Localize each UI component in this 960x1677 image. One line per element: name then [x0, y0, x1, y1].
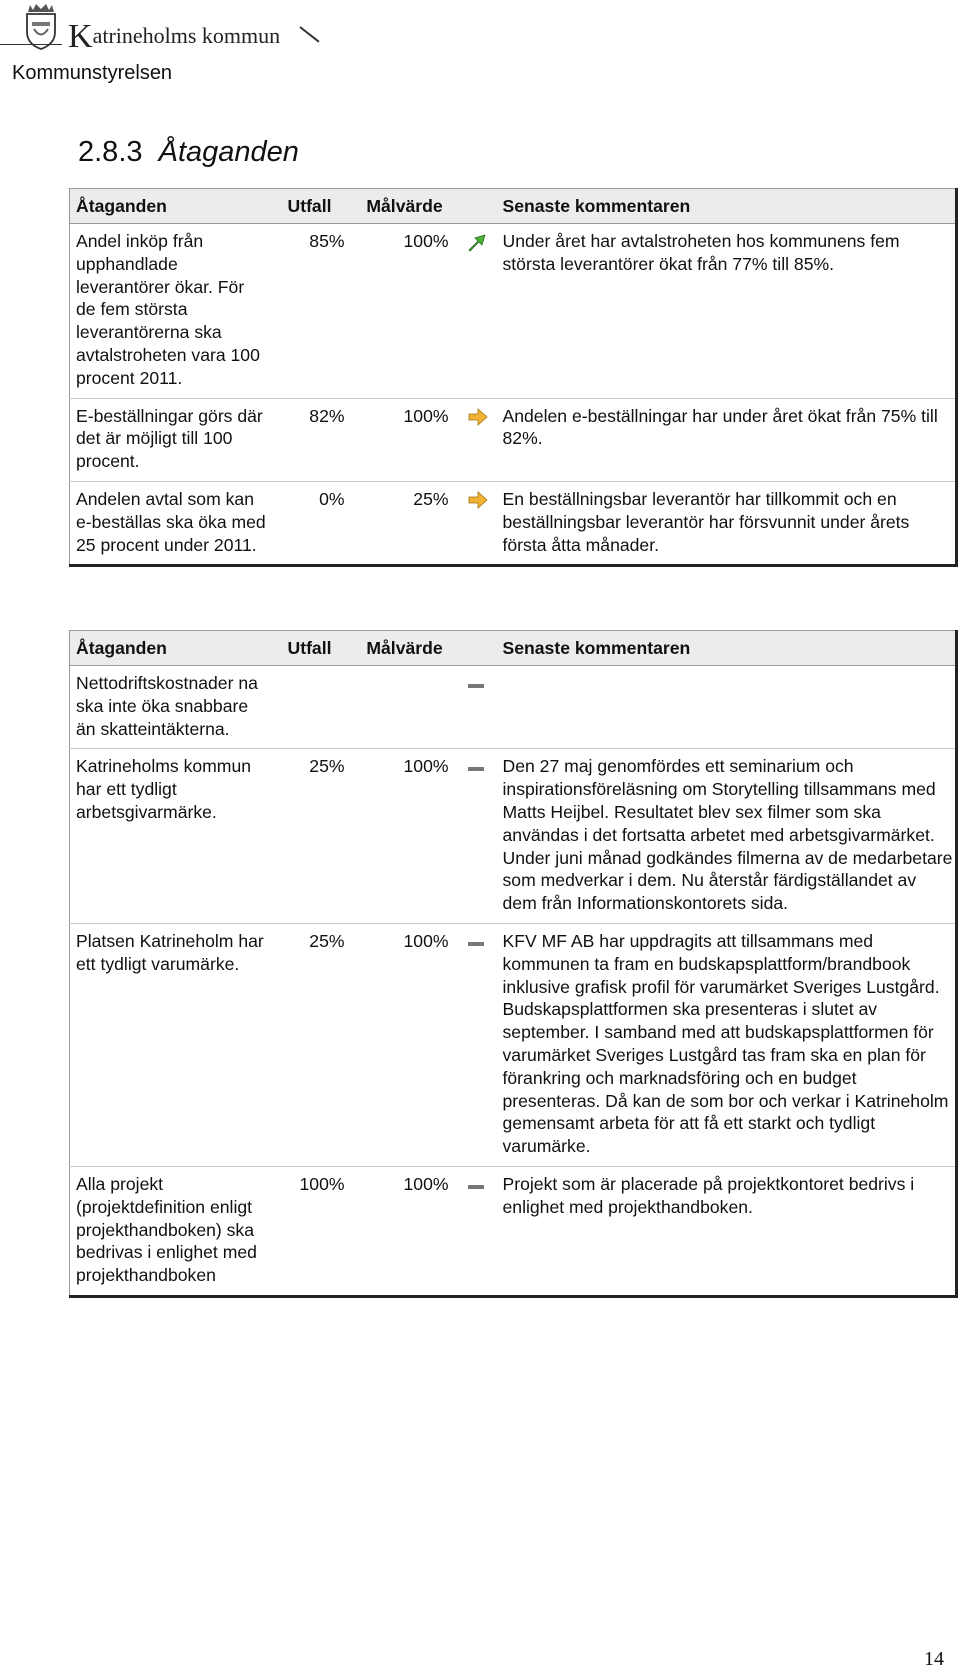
outcome-cell: 85% — [267, 224, 353, 399]
header-comment: Senaste kommentaren — [497, 189, 957, 224]
table-row — [70, 398, 957, 481]
trend-cell — [457, 1166, 497, 1296]
header-outcome: Utfall — [267, 189, 353, 224]
target-cell: 100% — [353, 1166, 457, 1296]
target-cell: 100% — [353, 398, 457, 481]
trend-cell — [457, 923, 497, 1166]
comment-cell: Andelen e-beställningar har under året ökat från 75% till 82%. — [497, 398, 957, 481]
trend-cell — [457, 398, 497, 481]
header-trend — [457, 189, 497, 224]
organization-name-rest: atrineholms kommun — [92, 23, 281, 48]
outcome-cell: 82% — [267, 398, 353, 481]
table-row — [70, 666, 957, 749]
target-cell — [353, 666, 457, 749]
table-row — [70, 1166, 957, 1296]
header-target: Målvärde — [353, 189, 457, 224]
commitment-cell: Alla projekt (projektdefinition enligt projekthandboken) ska bedrivas i enlighet med projekthandboken — [70, 1166, 267, 1296]
comment-cell: Under året har avtalstroheten hos kommunens fem största leverantörer ökat från 77% till 85%. — [497, 224, 957, 399]
comment-cell: KFV MF AB har uppdragits att tillsammans med kommunen ta fram en budskapsplattform/brandbook inklusive grafisk profil för varumärket Sveriges Lustgård. Budskapsplattformen ska presenteras i slutet av september. I samband med att budskapsplattformen för varumärket Sveriges Lustgård tas fram ska en plan för förankring och marknadsföring och en budget presenteras. Då kan de som bor och verkar i Katrineholm gemensamt arbeta för att få ett starkt och tydligt varumärke. — [497, 923, 957, 1166]
commitments-table-1 — [69, 188, 958, 567]
page-number: 14 — [924, 1648, 944, 1670]
commitment-cell: Andelen avtal som kan e-beställas ska öka med 25 procent under 2011. — [70, 481, 267, 565]
commitment-cell: Katrineholms kommun har ett tydligt arbetsgivarmärke. — [70, 749, 267, 924]
commitment-cell: Andel inköp från upphandlade leverantörer ökar. För de fem största leverantörerna ska avtalstroheten vara 100 procent 2011. — [70, 224, 267, 399]
header-target: Målvärde — [353, 631, 457, 666]
trend-arrow-right-icon — [467, 494, 489, 514]
table-body — [70, 666, 957, 1297]
trend-arrow-right-icon — [467, 411, 489, 431]
trend-cell — [457, 666, 497, 749]
commitments-table-2 — [69, 630, 958, 1298]
header-rule-left — [0, 44, 62, 45]
table-body — [70, 224, 957, 566]
trend-dash-icon — [467, 933, 485, 953]
target-cell: 25% — [353, 481, 457, 565]
comment-cell — [497, 666, 957, 749]
organization-unit: Kommunstyrelsen — [12, 62, 173, 84]
comment-cell: Den 27 maj genomfördes ett seminarium och inspirationsföreläsning om Storytelling tillsammans med Matts Heijbel. Resultatet blev sex filmer som ska användas i det fortsatta arbetet med arbetsgivarmärket. Under juni månad godkändes filmerna av de medarbetare som medverkar i dem. Nu återstår färdigställandet av dem från Informationskontorets sida. — [497, 749, 957, 924]
trend-dash-icon — [467, 675, 485, 695]
header-comment: Senaste kommentaren — [497, 631, 957, 666]
header-rule-right — [299, 26, 319, 42]
table-row — [70, 481, 957, 565]
section-number: 2.8.3 — [78, 136, 143, 168]
table-row — [70, 224, 957, 399]
commitment-cell: Nettodriftskostnader na ska inte öka snabbare än skatteintäkterna. — [70, 666, 267, 749]
table-row — [70, 923, 957, 1166]
section-title-text: Åtaganden — [158, 136, 299, 168]
outcome-cell: 25% — [267, 749, 353, 924]
header-commitment: Åtaganden — [70, 631, 267, 666]
table-header-row — [70, 631, 957, 666]
header-outcome: Utfall — [267, 631, 353, 666]
trend-cell — [457, 224, 497, 399]
header-commitment: Åtaganden — [70, 189, 267, 224]
outcome-cell — [267, 666, 353, 749]
page-header — [0, 0, 330, 56]
target-cell: 100% — [353, 749, 457, 924]
organization-name — [68, 14, 281, 55]
trend-cell — [457, 749, 497, 924]
table-row — [70, 749, 957, 924]
section-title — [78, 136, 299, 169]
trend-dash-icon — [467, 1176, 485, 1196]
table-header-row — [70, 189, 957, 224]
outcome-cell: 0% — [267, 481, 353, 565]
commitment-cell: E-beställningar görs där det är möjligt till 100 procent. — [70, 398, 267, 481]
target-cell: 100% — [353, 923, 457, 1166]
organization-name-initial: K — [68, 18, 93, 55]
target-cell: 100% — [353, 224, 457, 399]
trend-dash-icon — [467, 758, 485, 778]
comment-cell: En beställningsbar leverantör har tillkommit och en beställningsbar leverantör har försvunnit under årets första åtta månader. — [497, 481, 957, 565]
header-trend — [457, 631, 497, 666]
comment-cell: Projekt som är placerade på projektkontoret bedrivs i enlighet med projekthandboken. — [497, 1166, 957, 1296]
commitment-cell: Platsen Katrineholm har ett tydligt varumärke. — [70, 923, 267, 1166]
outcome-cell: 100% — [267, 1166, 353, 1296]
trend-arrow-up-icon — [467, 238, 487, 258]
trend-cell — [457, 481, 497, 565]
outcome-cell: 25% — [267, 923, 353, 1166]
municipal-crest-icon — [24, 2, 58, 50]
